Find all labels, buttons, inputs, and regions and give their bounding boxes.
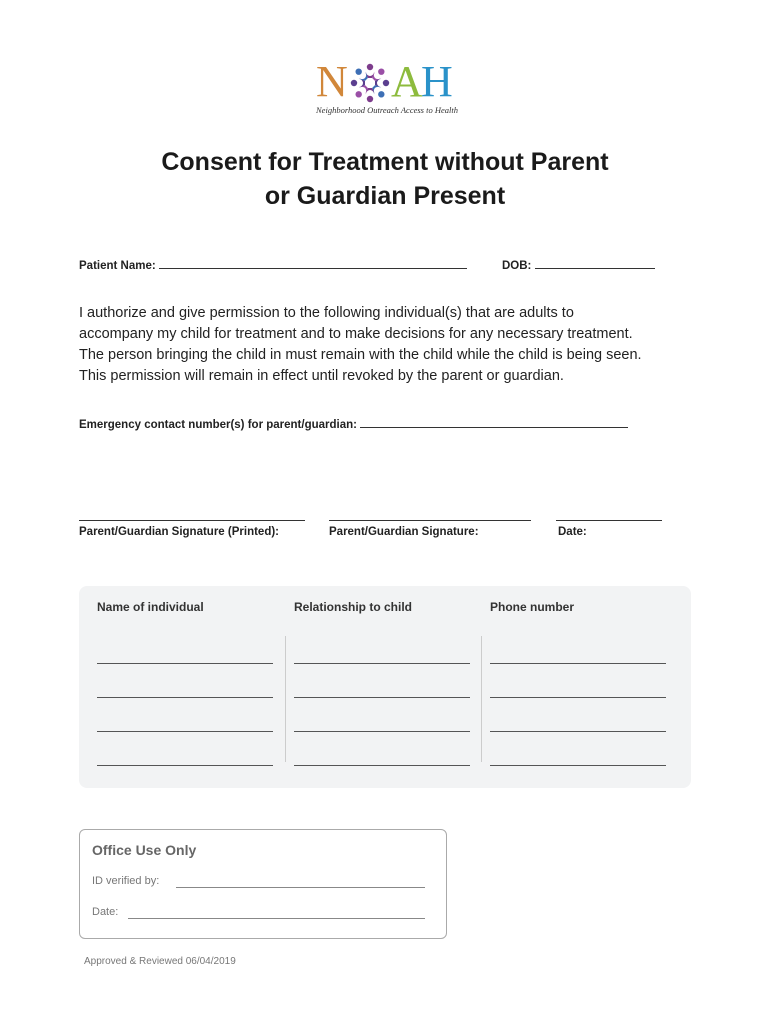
office-use-title: Office Use Only [92, 842, 197, 858]
authorization-line: accompany my child for treatment and to make decisions for any necessary treatment. [79, 326, 633, 342]
dob-field [502, 258, 655, 272]
patient-name-field [79, 258, 467, 272]
title-line-2: or Guardian Present [264, 182, 506, 210]
relationship-line[interactable] [294, 662, 470, 664]
column-header-name: Name of individual [97, 600, 204, 614]
dob-label: DOB: [502, 260, 532, 272]
logo-letter-h: H [421, 57, 453, 106]
authorization-line: This permission will remain in effect until revoked by the parent or guardian. [79, 368, 564, 384]
relationship-line[interactable] [294, 730, 470, 732]
emergency-contact-label: Emergency contact number(s) for parent/guardian: [79, 419, 357, 431]
phone-line[interactable] [490, 730, 666, 732]
emergency-contact-field [79, 417, 628, 431]
logo-letter-a: A [391, 57, 423, 106]
approval-footer: Approved & Reviewed 06/04/2019 [84, 956, 236, 967]
name-line[interactable] [97, 764, 273, 766]
logo-tagline: Neighborhood Outreach Access to Health [316, 105, 458, 115]
signature-date-line[interactable] [556, 519, 662, 521]
printed-signature-label: Parent/Guardian Signature (Printed): [79, 526, 279, 538]
logo-letter-n: N [316, 57, 348, 106]
phone-line[interactable] [490, 696, 666, 698]
title-line-1: Consent for Treatment without Parent [161, 148, 609, 176]
starburst-people-icon [349, 62, 391, 104]
patient-name-label: Patient Name: [79, 260, 156, 272]
office-date-label: Date: [92, 906, 119, 918]
authorization-line: The person bringing the child in must remain with the child while the child is being seen. [79, 347, 642, 363]
column-header-relationship: Relationship to child [294, 600, 413, 614]
relationship-line[interactable] [294, 696, 470, 698]
phone-line[interactable] [490, 662, 666, 664]
authorization-line: I authorize and give permission to the following individual(s) that are adults to [79, 305, 574, 321]
column-divider [481, 636, 482, 762]
printed-signature-line[interactable] [79, 519, 305, 521]
signature-label: Parent/Guardian Signature: [329, 526, 479, 538]
logo-wordmark [316, 57, 458, 106]
relationship-line[interactable] [294, 764, 470, 766]
emergency-contact-line[interactable] [360, 417, 628, 428]
column-divider [285, 636, 286, 762]
page-title [60, 145, 710, 213]
name-line[interactable] [97, 730, 273, 732]
signature-line[interactable] [329, 519, 531, 521]
office-date-line[interactable] [128, 917, 425, 919]
authorization-paragraph [79, 303, 719, 387]
name-line[interactable] [97, 662, 273, 664]
id-verified-label: ID verified by: [92, 875, 160, 887]
column-header-phone: Phone number [490, 600, 575, 614]
signature-date-label: Date: [558, 526, 587, 538]
noah-logo [316, 57, 458, 120]
name-line[interactable] [97, 696, 273, 698]
dob-line[interactable] [535, 258, 655, 269]
office-use-box [79, 829, 447, 939]
authorized-adults-table [79, 586, 691, 788]
id-verified-line[interactable] [176, 886, 425, 888]
phone-line[interactable] [490, 764, 666, 766]
patient-name-line[interactable] [159, 258, 467, 269]
